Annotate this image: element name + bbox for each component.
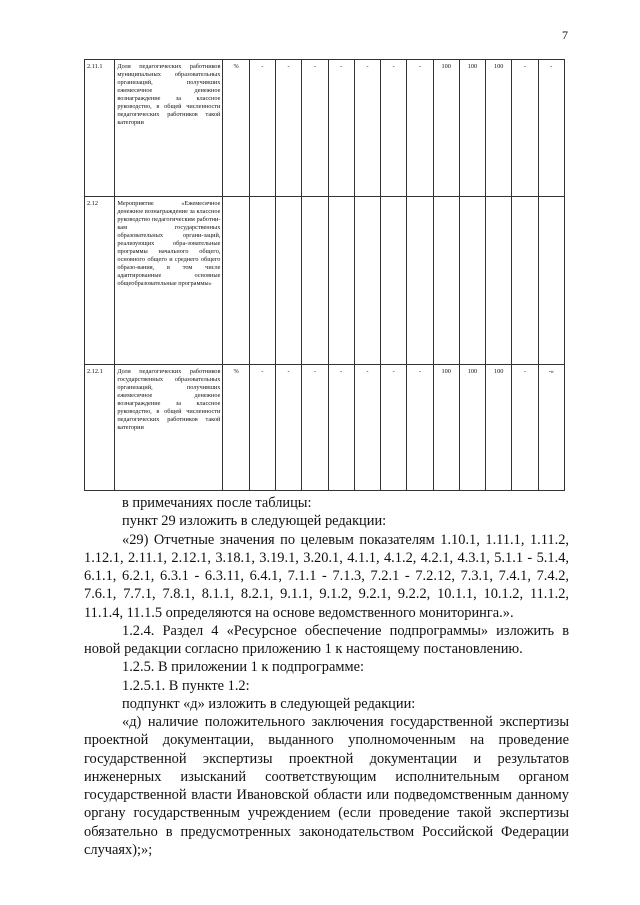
body-paragraph: 1.2.4. Раздел 4 «Ресурсное обеспечение подпрограммы» изложить в новой редакции согласно приложению 1 к настоящему постановлению. (84, 622, 569, 657)
row-value-cell (328, 197, 354, 365)
row-value-cell: - (275, 365, 301, 491)
row-value-cell: - (302, 60, 328, 197)
row-value-cell: - (249, 365, 275, 491)
row-value-cell (249, 197, 275, 365)
body-paragraph: 1.2.5.1. В пункте 1.2: (122, 677, 250, 694)
body-paragraph: «29) Отчетные значения по целевым показателям 1.10.1, 1.11.1, 1.11.2, 1.12.1, 2.11.1, 2.12.1, 3.18.1, 3.19.1, 3.20.1, 4.1.1, 4.1.2, 4.2.1, 4.3.1, 5.1.1 - 5.1.4, 6.1.1, 6.2.1, 6.3.1 - 6.3.11, 6.4.1, 7.1.1 - 7.1.3, 7.2.1 - 7.2.12, 7.3.1, 7.4.1, 7.4.2, 7.6.1, 7.7.1, 7.8.1, 8.1.1, 8.2.1, 9.1.1, 9.1.2, 9.2.1, 9.2.2, 10.1.1, 10.1.2, 11.1.2, 11.1.4, 11.1.5 определяются на основе ведомственного мониторинга.». (84, 531, 569, 621)
body-paragraph: «д) наличие положительного заключения государственной экспертизы проектной документации, выданного уполномоченным на проведение государственной экспертизы проектной документации и результатов инженерных изысканий соответствующим исполнительным органом государственной власти Ивановской области или подведомственным данному органу государственным учреждением (если проведение такой экспертизы обязательно в предусмотренных законодательством Российской Федерации случаях);»; (84, 714, 569, 858)
row-value-cell: - (381, 60, 407, 197)
body-paragraph: пункт 29 изложить в следующей редакции: (122, 513, 387, 530)
row-value-cell: - (407, 60, 433, 197)
row-value-cell (354, 197, 380, 365)
row-value-cell (407, 197, 433, 365)
row-value-cell: - (328, 365, 354, 491)
row-value-cell: - (249, 60, 275, 197)
row-unit: % (223, 60, 249, 197)
row-value-cell (381, 197, 407, 365)
row-value-cell: - (538, 60, 564, 197)
row-value-cell: -» (538, 365, 564, 491)
row-value-cell (302, 197, 328, 365)
row-value-cell (459, 197, 485, 365)
row-value-cell: - (328, 60, 354, 197)
body-paragraph: подпункт «д» изложить в следующей редакции: (122, 695, 416, 712)
row-value-cell: 100 (433, 365, 459, 491)
body-paragraph: в примечаниях после таблицы: (122, 495, 312, 511)
row-value-cell: - (354, 60, 380, 197)
row-value-cell: - (407, 365, 433, 491)
row-value-cell: 100 (459, 60, 485, 197)
row-value-cell (433, 197, 459, 365)
page-number: 7 (562, 28, 568, 42)
document-body (84, 494, 569, 859)
indicator-table (84, 59, 565, 491)
row-value-cell: - (354, 365, 380, 491)
row-value-cell: 100 (486, 365, 512, 491)
row-value-cell: 100 (433, 60, 459, 197)
row-value-cell (275, 197, 301, 365)
row-value-cell: - (512, 365, 538, 491)
row-value-cell: - (275, 60, 301, 197)
row-value-cell: - (302, 365, 328, 491)
row-description: Мероприятие «Ежемесячное денежное вознаграждение за классное руководство педагогическим работни-кам государственных образовательных органи-заций, реализующих обра-зовательные программы начального общего, основного общего и среднего общего образо-вания, в том числе адаптированные основные общеобразовательные программы» (115, 197, 223, 365)
row-code: 2.12.1 (85, 365, 115, 491)
row-code: 2.11.1 (85, 60, 115, 197)
row-description: Доля педагогических работников государственных образовательных организаций, получивших ежемесячное денежное вознаграждение за классное руководство, в общей численности педагогических работников такой категории (115, 365, 223, 491)
row-value-cell (486, 197, 512, 365)
body-paragraph: 1.2.5. В приложении 1 к подпрограмме: (122, 659, 364, 676)
row-value-cell: 100 (486, 60, 512, 197)
table-row (85, 197, 565, 365)
row-value-cell: 100 (459, 365, 485, 491)
row-unit: % (223, 365, 249, 491)
table-row (85, 60, 565, 197)
row-description: Доля педагогических работников муниципальных образовательных организаций, получивших ежемесячное денежное вознаграждение за классное руководство, в общей численности педагогических работников такой категории (115, 60, 223, 197)
row-value-cell: - (381, 365, 407, 491)
row-unit (223, 197, 249, 365)
row-value-cell (512, 197, 538, 365)
row-value-cell (538, 197, 564, 365)
row-value-cell: - (512, 60, 538, 197)
row-code: 2.12 (85, 197, 115, 365)
table-row (85, 365, 565, 491)
